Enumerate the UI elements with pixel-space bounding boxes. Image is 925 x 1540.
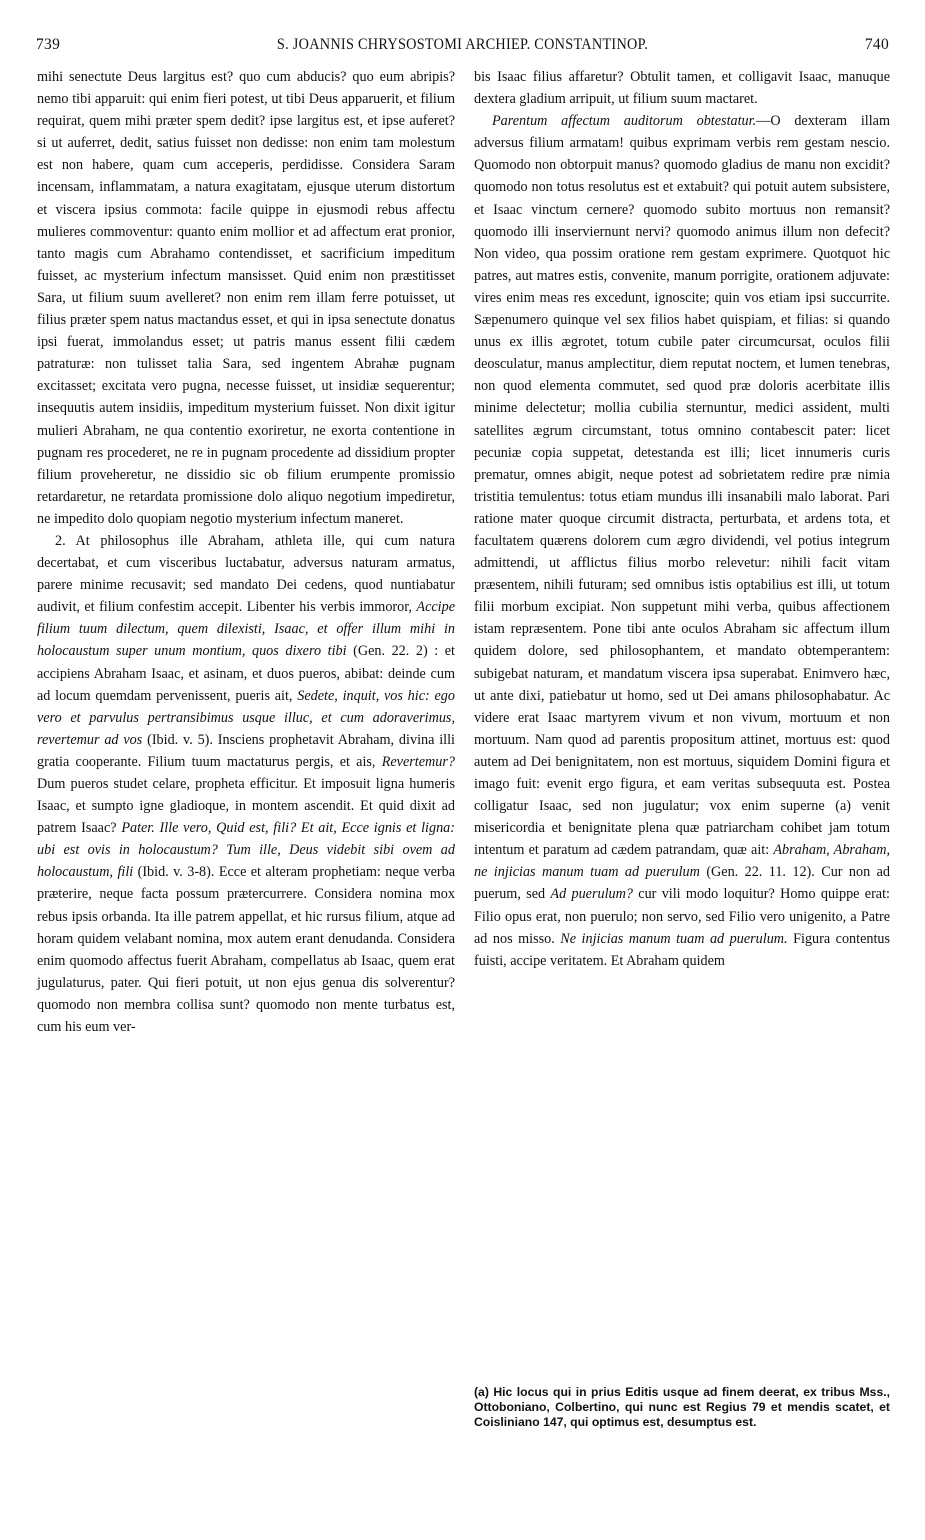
scripture-quote: Ad puerulum? bbox=[550, 886, 633, 903]
text-run: Cur non ad puerum, sed bbox=[474, 864, 891, 903]
paragraph: mihi senectute Deus largitus est? quo cum abducis? quo eum abripis? nemo tibi apparuit: qui enim fieri potest, ut tibi Deus apparuerit, et filium requirat, quem mihi præter spem dedit? ipse largitus est, et ipse auferet? si ut auferret, dedit, satius fuisset non dedisse: non enim tam molestum est non habere, quam cum acceperis, perdidisse. Considera Saram incensam, inflammatam, a natura exagitatam, ejusque uterum distortum et viscera ipsius commota: facile quippe in ejusmodi rebus affectu mulieres commoventur: quanto enim mollior et ad affectum erat pronior, tanto magis cum Abrahamo contendisset, et sacrificium impeditum fuisset, ac mysterium infectum mansisset. Quid enim non præstitisset Sara, ut filium suum avelleret? non enim rem illam ferre potuisset, ut filius præter spem natus mactandus esset, et qui in ipsa senectute donatus ipsi fuerat, immolandus esset; ut patris manus essent filii cædem patraturæ: non tulisset talia Sara, sed ingentem Abrahæ pugnam excitasset; excitata vero pugna, necesse fuisset, ut insidiæ sequerentur; insequutis autem insidiis, impeditum mysterium fuisset. Non dixit igitur mulieri Abraham, ne qua contentio exoriretur, ne exorta contentione in pugnam res procederet, ne re in pugnam procedente ad dissidium propter filium proveheretur, ne dissidio sic ob filium erumpente promissio retardaretur, ne retardata promissione dolo aliquo negotium impediretur, ne impedito dolo quopiam negotio mysterium infectum maneret. bbox=[37, 69, 455, 527]
text-run: : et accipiens Abraham Isaac, et asinam, et duos pueros, abibat: deinde cum ad locum quemdam pervenissent, pueris ait, bbox=[37, 643, 456, 704]
scripture-quote: Revertemur? bbox=[381, 753, 455, 770]
scripture-quote: Pater. Ille vero, Quid est, fili? Et ait, Ecce ignis et ligna: ubi est ovis in holocaustum? Tum ille, Deus videbit sibi ovem ad holocaustum, fili bbox=[37, 820, 455, 881]
scripture-quote: Abraham, Abraham, ne injicias manum tuam ad puerulum bbox=[474, 842, 891, 881]
page-number-right: 740 bbox=[864, 36, 889, 53]
text-run: Insciens prophetavit Abraham, divina illi gratia cooperante. Filium tuum mactaturus pergis, et ais, bbox=[37, 731, 455, 770]
text-run: Dum pueros studet celare, propheta efficitur. Et imposuit ligna humeris Isaac, et sumpto igne gladioque, in montem ascendit. Et quid dixit ad patrem Isaac? bbox=[37, 776, 455, 837]
citation: (Gen. 22. 2) bbox=[353, 643, 428, 660]
text-run: —O dexteram illam adversus filium armatam! quibus exprimam verbis rem gestam nescio. Quomodo non obtorpuit manus? quomodo gladius de manu non excidit? quomodo non totus resolutus est et extabuit? qui potuit autem subsistere, et Isaac vinctum cernere? quomodo subito mortuus non remansit? quomodo illi inserviernunt nervi? quomodo animus illum non defecit? Non video, qua possim oratione rem gestam exprimere. Quotquot hic patres, aut matres estis, convenite, manum porrigite, orationem adjuvate: vires enim meas res excedunt, ignoscite; quin vos etiam ipsi succurrite. Sæpenumero quinque vel sex filios habet quispiam, et filias: si quando unus ex illis ægrotet, totum cubile pater circumcursat, oculos filii deosculatur, manus amplectitur, diem reputat noctem, et lumen tenebras, non quod elementa commutet, sed quod præ doloris acerbitate illis minime delectetur; mollia cubilia sternuntur, medici assident, multi satellites ægrum circumstant, totus omnino contabescit pater: licet pecuniæ copia suppetat, detestanda est illi; licet innumeris curis prematur, omnes abigit, neque potest ad sobrietatem redire præ nimia tristitia temulentus: totus etiam mundus illi insanabili malo laborat. Pari ratione mater quoque circumit distracta, perturbata, et ardens tota, et facultatem quærens dolorem cum ægro dividendi, vel potius integrum admittendi, ut afflictus filius morbo relevetur: nihili facit vitam præsentem, nihili futuram; sed omnibus istis optabilius est illi, ut totum filii morbum excipiat. Non suppetunt mihi verba, quibus affectionem istam repræsentem. Pone tibi ante oculos Abraham sic affectum illum quidem dolore, sed philosophantem, et mandato obtemperantem: subigebat naturam, et mandatum viscera ipsa superabat. Enimvero hæc, ut ante dixi, patiebatur ut homo, sed ut Dei amans philosophabatur. Ac videre erat Isaac martyrem vivum et non vivum, mortuum et non mortuum. Nam quod ad parentis propositum attinet, mortuus est: quod autem ad Dei benignitatem, non est mortuus, siquidem Domini figura et imago fuit: evenit ergo figura, et eam veritas subsequuta est. Postea colligatur Isaac, sed non jugulatur; vox enim superne (a) venit misericordia et benignitate plena quæ patriarcham cohibet jam totum intentum et paratum ad cædem patrandam, quæ ait: bbox=[474, 113, 890, 859]
running-header bbox=[36, 36, 889, 62]
text-run: Figura contentus fuisti, accipe veritatem. Et Abraham quidem bbox=[474, 930, 891, 969]
citation: (Ibid. v. 3-8). bbox=[137, 864, 215, 881]
text-run: 2. At philosophus ille Abraham, athleta ille, qui cum natura decertabat, et cum visceribus luctabatur, adversus naturam armatus, parere minime recusavit; sed mandato Dei cedens, quod nuntiabatur audivit, et filium confestim accepit. Libenter his verbis immoror, bbox=[37, 532, 455, 616]
scripture-quote: Accipe filium tuum dilectum, quem dilexisti, Isaac, et offer illum mihi in holocaustum super unum montium, quos dixero tibi bbox=[37, 599, 456, 660]
left-column bbox=[37, 66, 455, 1038]
paragraph-with-heading bbox=[474, 110, 890, 972]
running-title: S. JOANNIS CHRYSOSTOMI ARCHIEP. CONSTANTINOP. bbox=[276, 36, 649, 53]
citation: (Gen. 22. 11. 12). bbox=[706, 864, 815, 881]
right-column bbox=[474, 66, 890, 972]
paragraph-section-2 bbox=[37, 530, 455, 1038]
text-run: Ecce et alteram prophetiam: neque verba præterire, neque facta possum prætercurrere. Considera nomina mox rebus ipsis orbanda. Ita ille patrem appellat, et hic rursus filium, atque ad horam quidem velabant nomina, mox autem erant denudanda. Considera enim quomodo affectus fuerit Abraham, compellatus ab Isaac, quem erat jugulaturus, pater. Qui fieri potuit, ut non ejus genua dis solverentur? quomodo non membra collisa sunt? quomodo non mente turbatus est, cum his eum ver- bbox=[37, 864, 456, 1036]
paragraph: bis Isaac filius affaretur? Obtulit tamen, et colligavit Isaac, manuque dextera gladium arripuit, ut filium suum mactaret. bbox=[474, 69, 890, 108]
marginal-heading: Parentum affectum auditorum obtestatur. bbox=[492, 113, 757, 130]
footnote bbox=[474, 1385, 890, 1431]
scripture-quote: Sedete, inquit, vos hic: ego vero et parvulus pertransibimus usque illuc, et cum adoraverimus, revertemur ad vos bbox=[37, 687, 455, 748]
page-number-left: 739 bbox=[36, 36, 61, 53]
scripture-quote: Ne injicias manum tuam ad puerulum. bbox=[560, 930, 788, 947]
footnote-text: (a) Hic locus qui in prius Editis usque ad finem deerat, ex tribus Mss., Ottoboniano, Colbertino, qui nunc est Regius 79 et mendis scatet, et Coisliniano 147, qui optimus est, desumptus est. bbox=[474, 1385, 890, 1430]
citation: (Ibid. v. 5). bbox=[147, 731, 213, 748]
text-run: cur vili modo loquitur? Homo quippe erat: Filio opus erat, non puerulo; non servo, sed Filio vero unigenito, a Patre ad nos misso. bbox=[474, 886, 890, 947]
